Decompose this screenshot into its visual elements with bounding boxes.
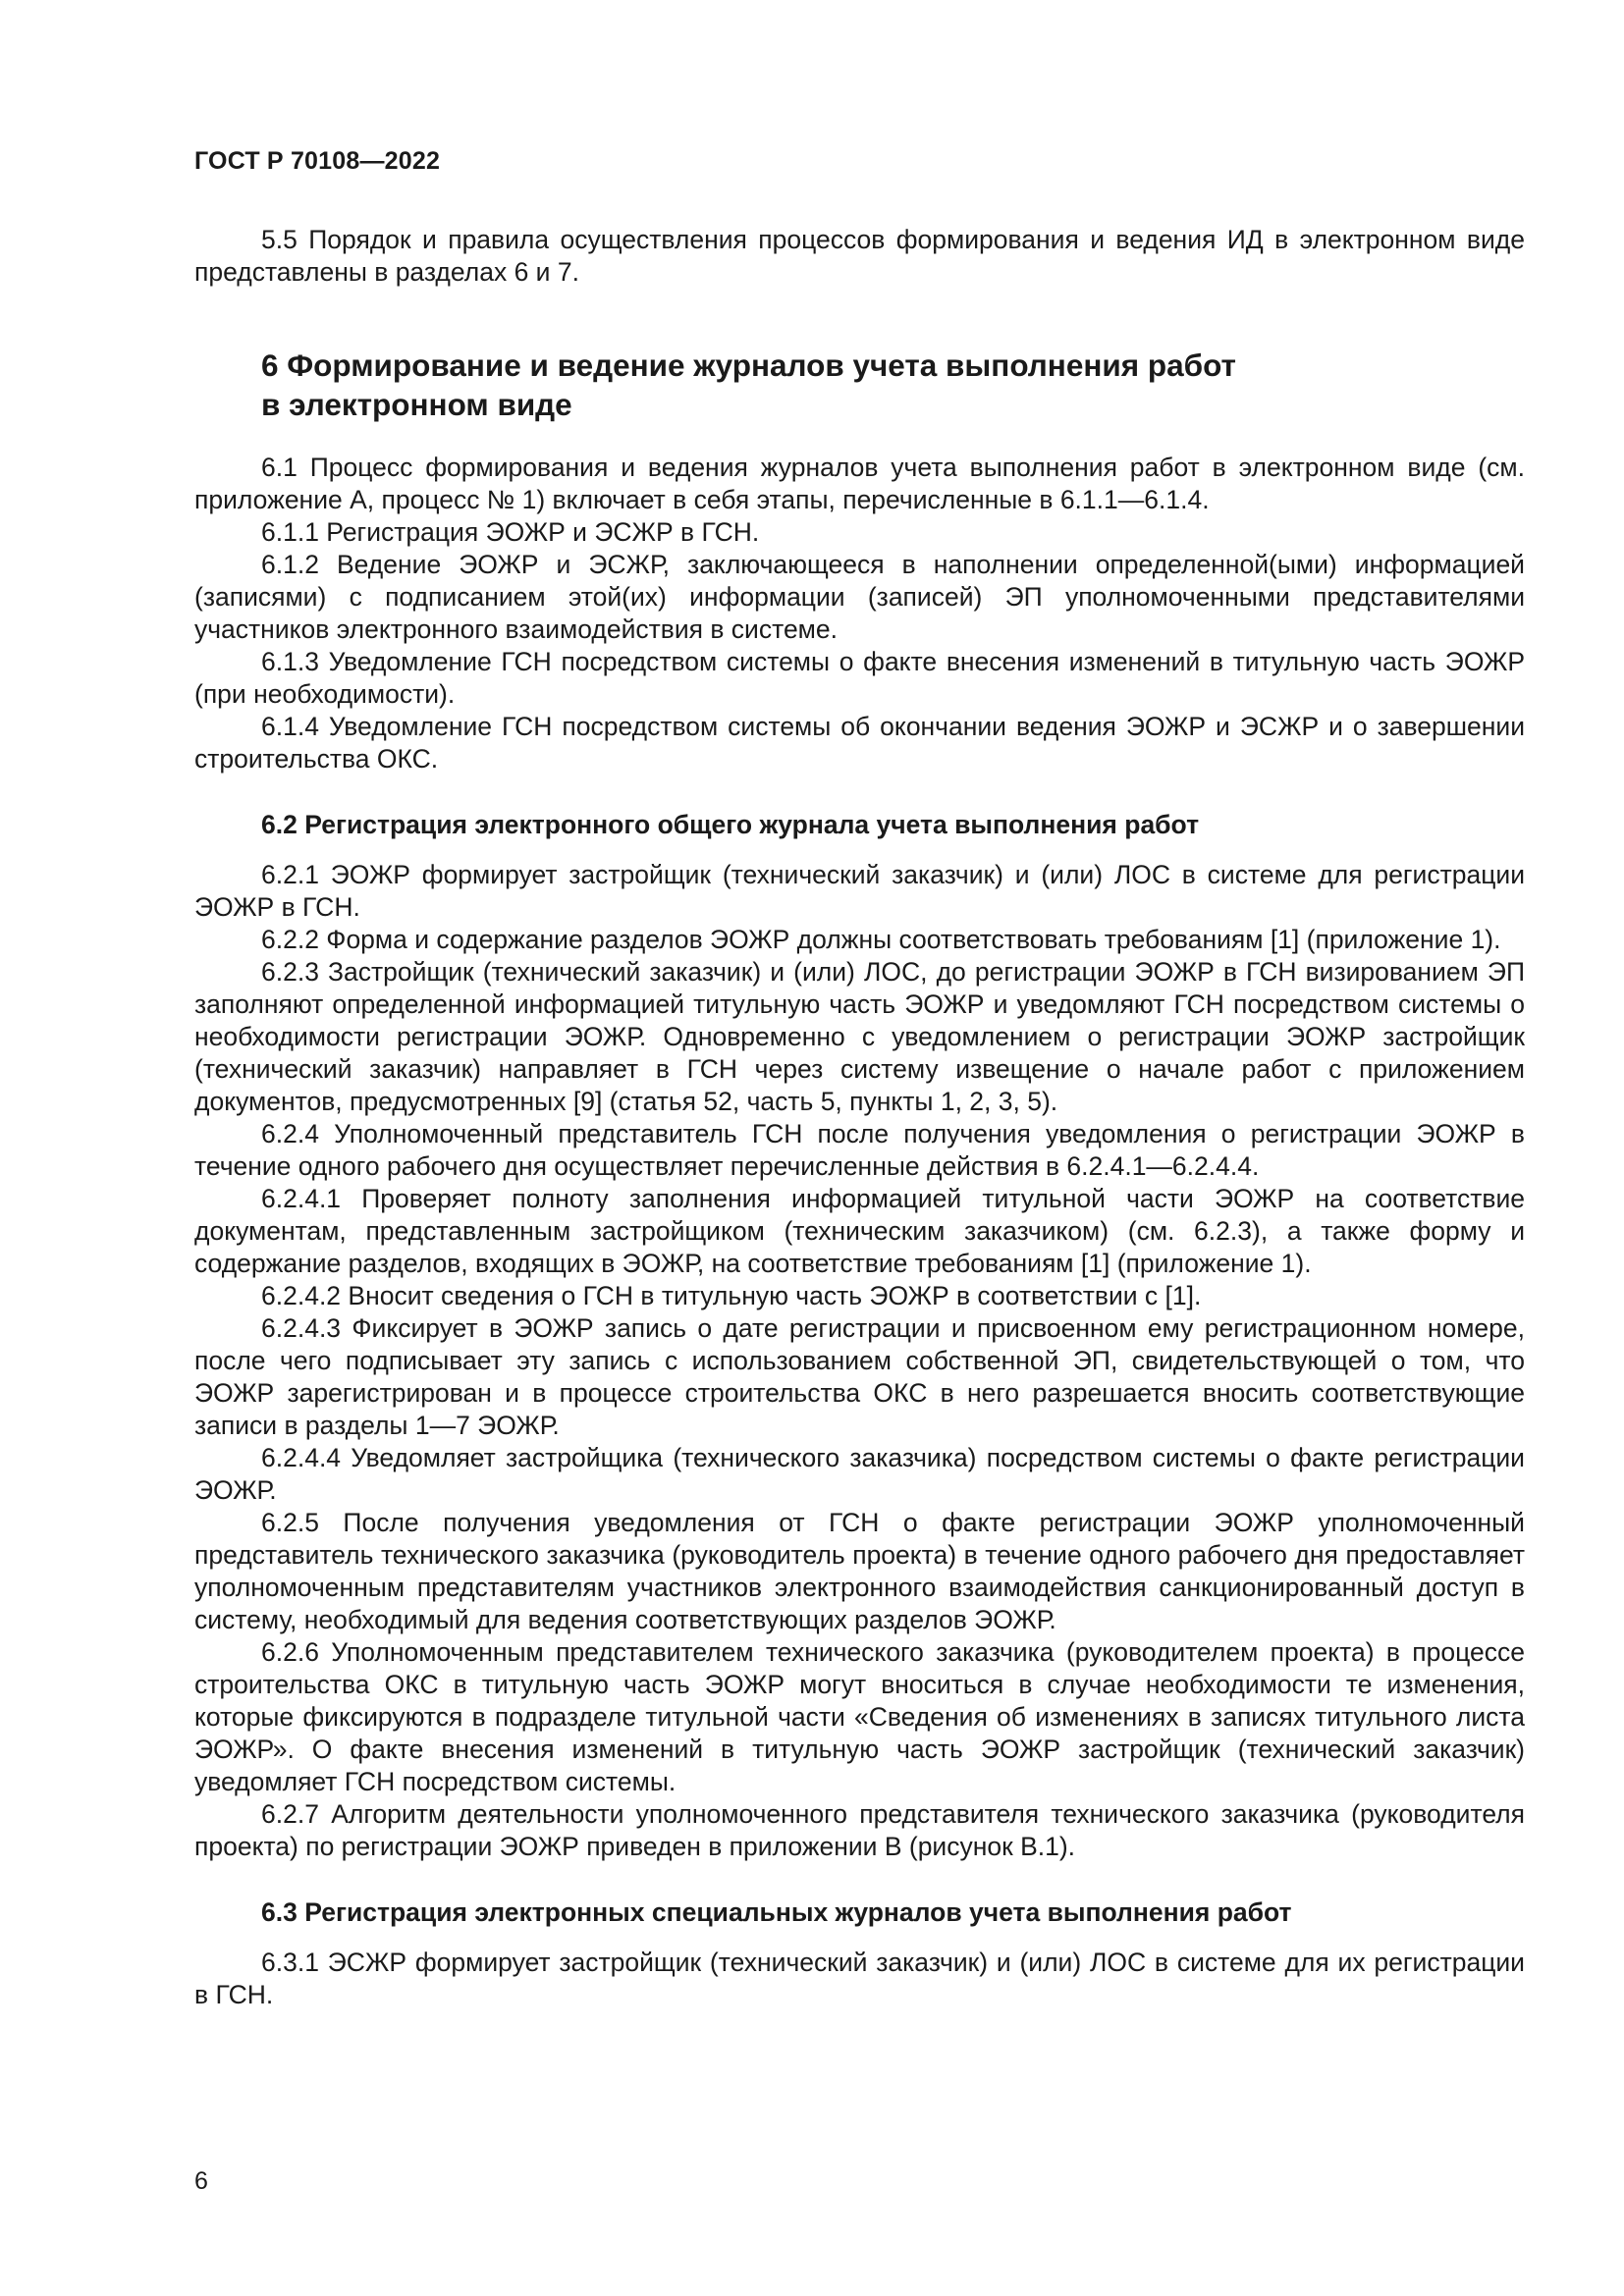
paragraph-6-1: 6.1 Процесс формирования и ведения журналов учета выполнения работ в электронном виде (см. приложение А, процесс № 1) включает в себя этапы, перечисленные в 6.1.1—6.1.4.	[194, 453, 1525, 514]
paragraph-6-2-1: 6.2.1 ЭОЖР формирует застройщик (технический заказчик) и (или) ЛОС в системе для регистрации ЭОЖР в ГСН.	[194, 860, 1525, 922]
paragraph-6-2-2: 6.2.2 Форма и содержание разделов ЭОЖР должны соответствовать требованиям [1] (приложение 1).	[261, 925, 1501, 954]
paragraph-6-1-4: 6.1.4 Уведомление ГСН посредством системы об окончании ведения ЭОЖР и ЭСЖР и о завершении строительства ОКС.	[194, 712, 1525, 774]
paragraph-6-2-6: 6.2.6 Уполномоченным представителем технического заказчика (руководителем проекта) в процессе строительства ОКС в титульную часть ЭОЖР могут вноситься в случае необходимости те изменения, которые фиксируются в подразделе титульной части «Сведения об изменениях в записях титульного листа ЭОЖР». О факте внесения изменений в титульную часть ЭОЖР застройщик (технический заказчик) уведомляет ГСН посредством системы.	[194, 1637, 1525, 1796]
paragraph-6-2-7: 6.2.7 Алгоритм деятельности уполномоченного представителя технического заказчика (руководителя проекта) по регистрации ЭОЖР приведен в приложении В (рисунок В.1).	[194, 1799, 1525, 1861]
paragraph-6-2-4-3: 6.2.4.3 Фиксирует в ЭОЖР запись о дате регистрации и присвоенном ему регистрационном номере, после чего подписывает эту запись с использованием собственной ЭП, свидетельствующей о том, что ЭОЖР зарегистрирован и в процессе строительства ОКС в него разрешается вносить соответствующие записи в разделы 1—7 ЭОЖР.	[194, 1313, 1525, 1440]
section-6-heading-line2: в электронном виде	[261, 387, 572, 422]
page-number: 6	[194, 2167, 208, 2195]
section-6-heading	[194, 346, 1525, 424]
paragraph-6-2-5: 6.2.5 После получения уведомления от ГСН о факте регистрации ЭОЖР уполномоченный представитель технического заказчика (руководитель проекта) в течение одного рабочего дня предоставляет уполномоченным представителям участников электронного взаимодействия санкционированный доступ в систему, необходимый для ведения соответствующих разделов ЭОЖР.	[194, 1508, 1525, 1634]
section-6-heading-line1: 6 Формирование и ведение журналов учета выполнения работ	[261, 347, 1236, 383]
paragraph-6-2-3: 6.2.3 Застройщик (технический заказчик) и (или) ЛОС, до регистрации ЭОЖР в ГСН визированием ЭП заполняют определенной информацией титульную часть ЭОЖР и уведомляют ГСН посредством системы о необходимости регистрации ЭОЖР. Одновременно с уведомлением о регистрации ЭОЖР застройщик (технический заказчик) направляет в ГСН через систему извещение о начале работ с приложением документов, предусмотренных [9] (статья 52, часть 5, пункты 1, 2, 3, 5).	[194, 957, 1525, 1116]
paragraph-6-1-2: 6.1.2 Ведение ЭОЖР и ЭСЖР, заключающееся в наполнении определенной(ыми) информацией (записями) с подписанием этой(их) информации (записей) ЭП уполномоченными представителями участников электронного взаимодействия в системе.	[194, 550, 1525, 644]
paragraph-6-2-4: 6.2.4 Уполномоченный представитель ГСН после получения уведомления о регистрации ЭОЖР в течение одного рабочего дня осуществляет перечисленные действия в 6.2.4.1—6.2.4.4.	[194, 1119, 1525, 1181]
paragraph-6-1-3: 6.1.3 Уведомление ГСН посредством системы о факте внесения изменений в титульную часть ЭОЖР (при необходимости).	[194, 647, 1525, 709]
document-code-header: ГОСТ Р 70108—2022	[194, 147, 441, 175]
document-body	[194, 224, 1525, 2011]
paragraph-6-2-4-1: 6.2.4.1 Проверяет полноту заполнения информацией титульной части ЭОЖР на соответствие документам, представленным застройщиком (техническим заказчиком) (см. 6.2.3), а также форму и содержание разделов, входящих в ЭОЖР, на соответствие требованиям [1] (приложение 1).	[194, 1184, 1525, 1278]
paragraph-6-2-4-4: 6.2.4.4 Уведомляет застройщика (технического заказчика) посредством системы о факте регистрации ЭОЖР.	[194, 1443, 1525, 1505]
paragraph-6-1-1: 6.1.1 Регистрация ЭОЖР и ЭСЖР в ГСН.	[261, 517, 760, 547]
paragraph-6-2-4-2: 6.2.4.2 Вносит сведения о ГСН в титульную часть ЭОЖР в соответствии с [1].	[261, 1281, 1202, 1310]
paragraph-5-5: 5.5 Порядок и правила осуществления процессов формирования и ведения ИД в электронном виде представлены в разделах 6 и 7.	[194, 225, 1525, 287]
section-6-3-heading: 6.3 Регистрация электронных специальных журналов учета выполнения работ	[261, 1897, 1292, 1927]
paragraph-6-3-1: 6.3.1 ЭСЖР формирует застройщик (технический заказчик) и (или) ЛОС в системе для их регистрации в ГСН.	[194, 1948, 1525, 2009]
section-6-2-heading: 6.2 Регистрация электронного общего журнала учета выполнения работ	[261, 810, 1200, 839]
